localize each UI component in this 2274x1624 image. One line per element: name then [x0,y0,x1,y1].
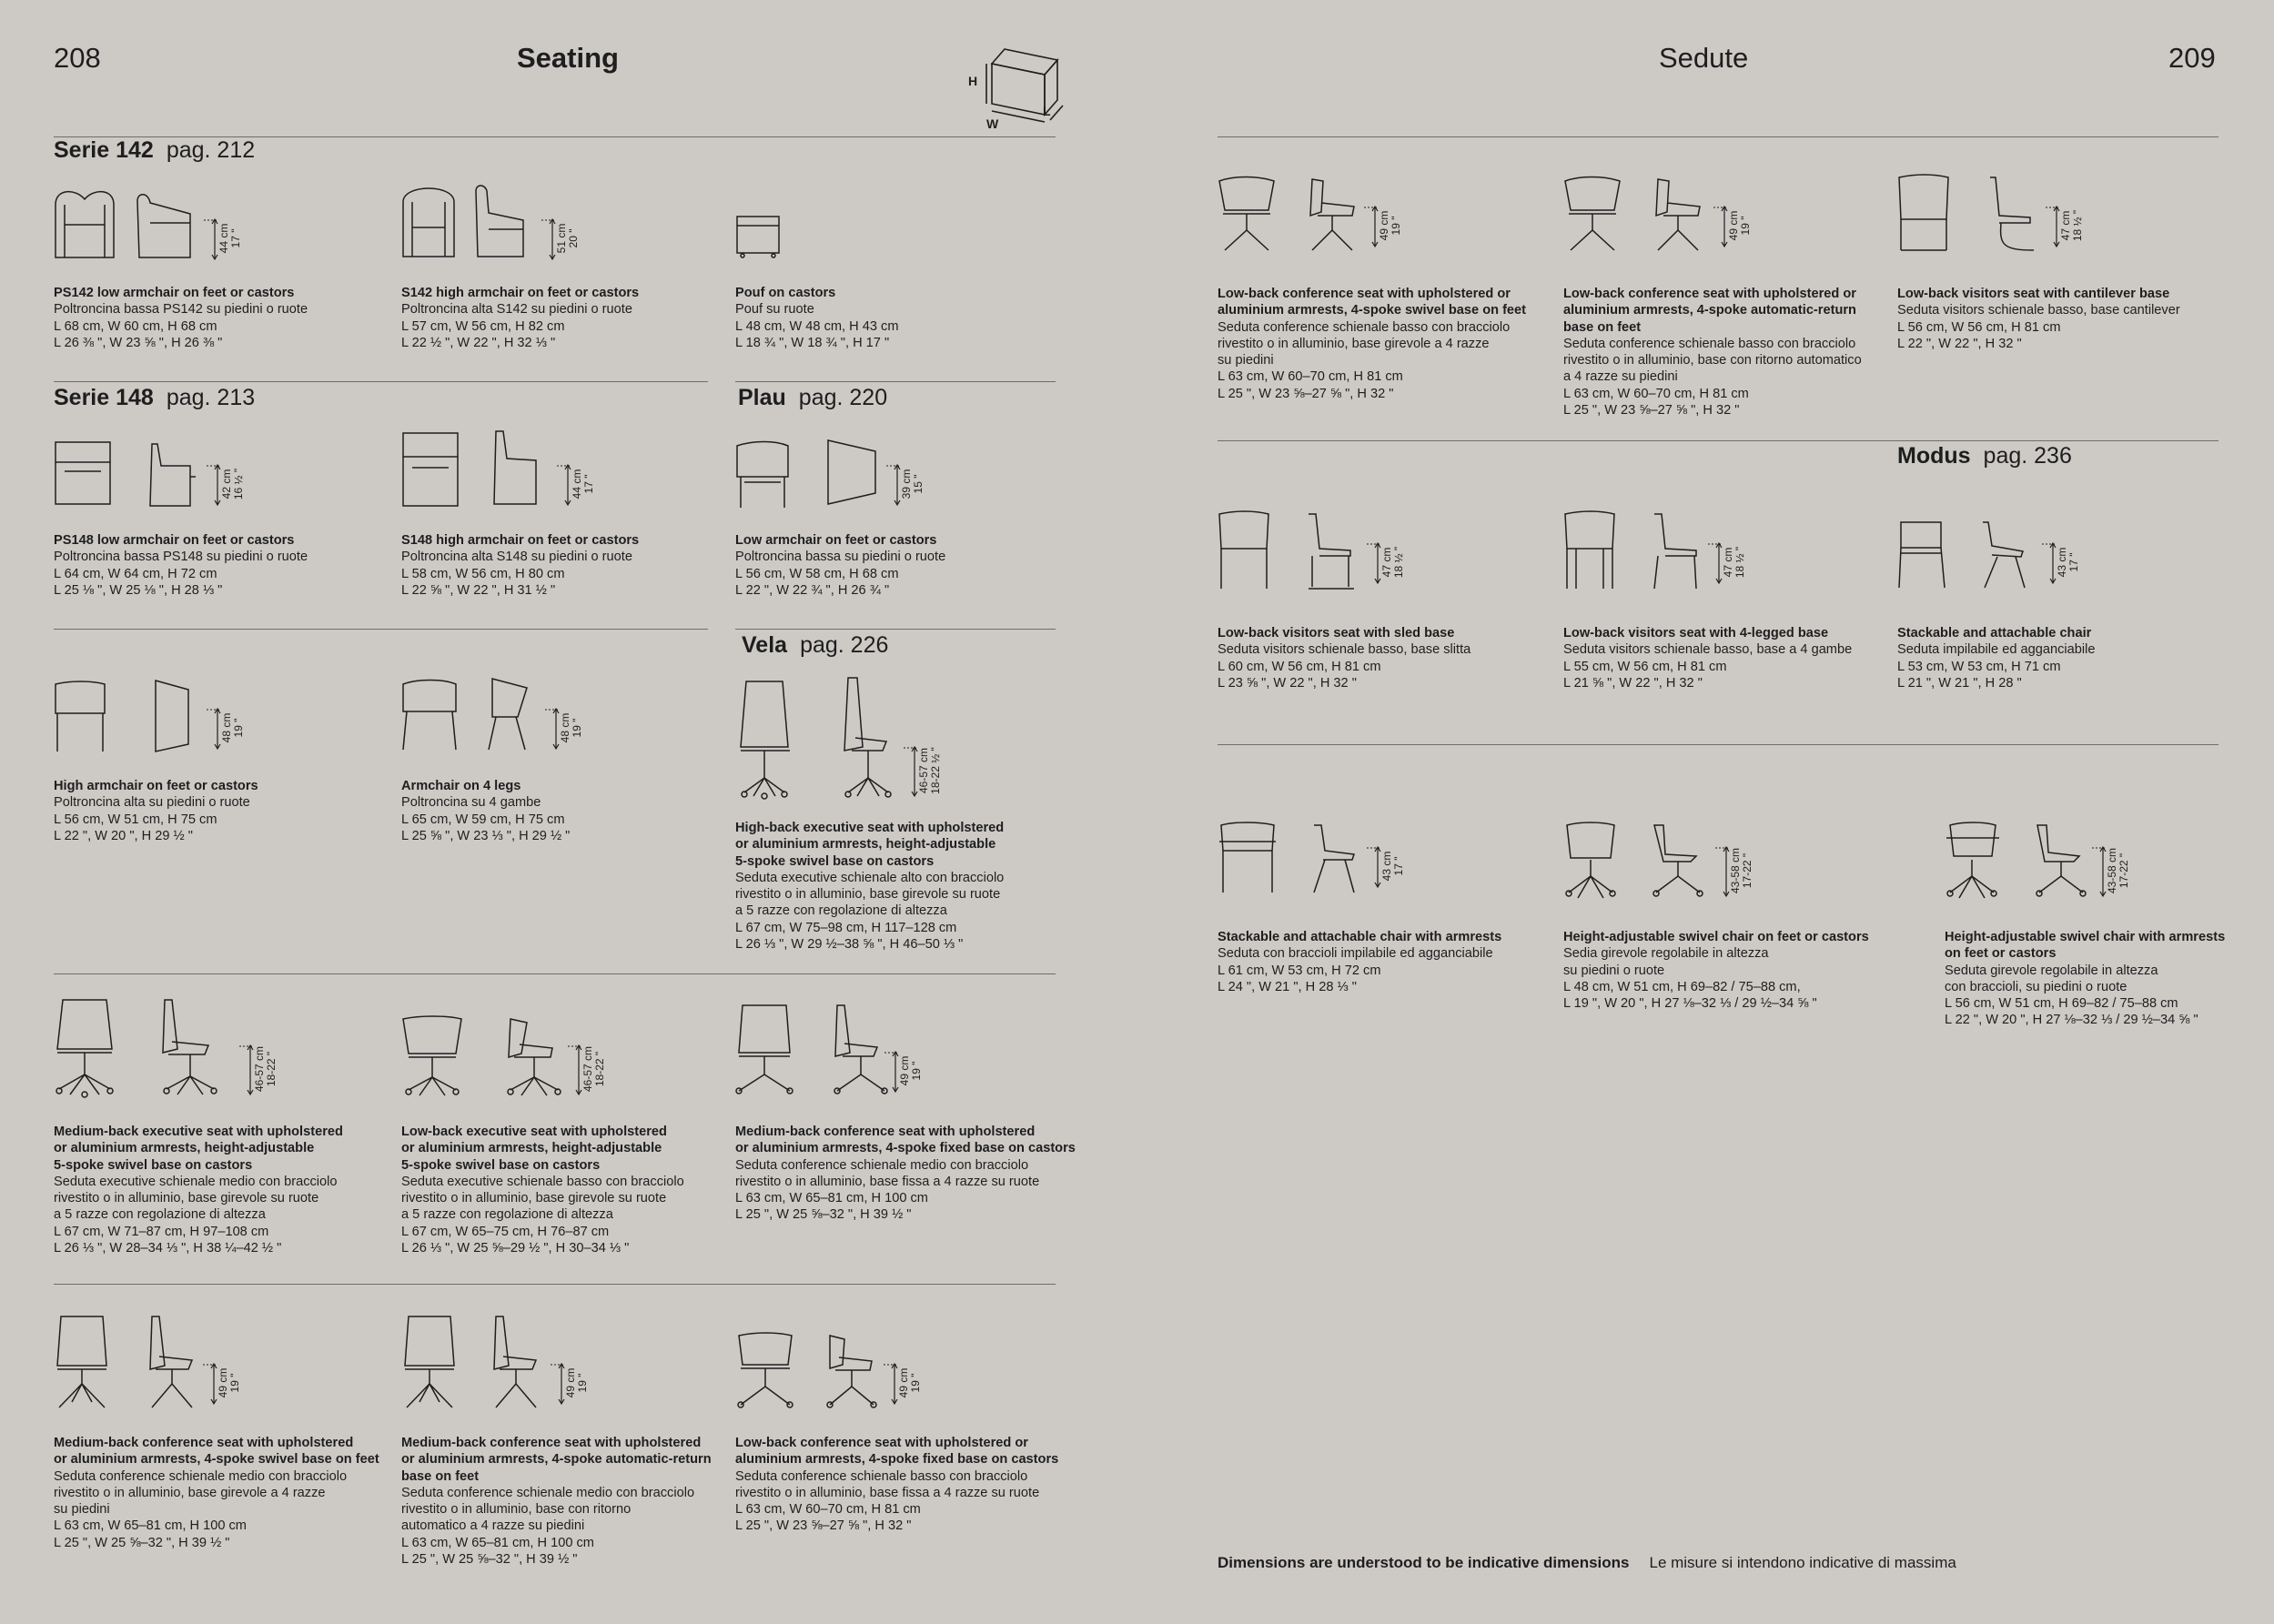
seat-height-marker [2053,206,2086,253]
product-detail-line: L 56 cm, W 51 cm, H 69–82 / 75–88 cm [1945,996,2178,1012]
product-detail-line: a 5 razze con regolazione di altezza [54,1207,266,1223]
product-detail-line: L 21 ⅝ ", W 22 ", H 32 " [1563,675,1703,691]
product-detail-line: rivestito o in alluminio, base girevole a 4 razze [54,1485,326,1500]
product-description [735,532,945,599]
seat-height-marker [558,1363,591,1410]
product-detail-line: Seduta visitors schienale basso, base a 4 gambe [1563,642,1853,658]
product-description [1563,929,1869,1012]
dimension-label: 17 " [2067,552,2080,572]
dimension-label: 49 cm [1727,210,1740,241]
product-title: Medium-back conference seat with upholstered or aluminium armrests, 4-spoke swivel base on feet [54,1436,379,1468]
product-detail-line: L 58 cm, W 56 cm, H 80 cm [401,566,565,581]
chair-illustration [54,998,272,1098]
product-title: High armchair on feet or castors [54,779,258,793]
product-detail-line: L 22 ½ ", W 22 ", H 32 ⅓ " [401,335,556,350]
product-detail-line: a 5 razze con regolazione di altezza [735,903,947,919]
section-heading-serie-142: Serie 142 pag. 212 [54,137,256,163]
footer-note-bold: Dimensions are understood to be indicative dimensions [1218,1554,1630,1571]
dimension-label: 44 cm [571,469,583,499]
chair-illustration [1897,520,2116,593]
product-title: PS148 low armchair on feet or castors [54,533,295,548]
dimension-label: 49 cm [898,1055,911,1086]
seat-height-marker [1723,846,1755,903]
product-detail-line: rivestito o in alluminio, base fissa a 4 razze su ruote [735,1485,1040,1500]
dimension-label: 17-22 " [2117,852,2130,889]
product-detail-line: L 25 ⅛ ", W 25 ⅛ ", H 28 ⅓ " [54,582,223,598]
dimension-label: 46-57 cm [253,1045,266,1093]
product-detail-line: L 24 ", W 21 ", H 28 ⅓ " [1218,979,1357,994]
product-detail-line: Seduta visitors schienale basso, base slitta [1218,642,1471,658]
dimension-label: 18-22 ½ " [929,747,942,794]
product-detail-line: Seduta conference schienale basso con bracciolo [735,1468,1028,1484]
product-detail-line: Seduta conference schienale medio con bracciolo [54,1468,348,1484]
product-detail-line: L 21 ", W 21 ", H 28 " [1897,675,2022,691]
product-detail-line: Seduta executive schienale medio con bracciolo [54,1174,338,1189]
product-description [1563,625,1852,691]
chair-illustration [735,440,872,513]
product-title: PS142 low armchair on feet or castors [54,286,295,300]
product-description [401,778,570,844]
dimension-label: 42 cm [220,469,233,499]
product-detail-line: L 26 ⅜ ", W 23 ⅝ ", H 26 ⅜ " [54,335,223,350]
product-detail-line: L 56 cm, W 58 cm, H 68 cm [735,566,899,581]
seat-height-marker [247,1044,279,1101]
product-detail-line: L 25 ", W 23 ⅝–27 ⅝ ", H 32 " [735,1518,912,1534]
dimension-label: 47 cm [2059,210,2072,241]
divider [735,629,1056,630]
dimension-label: 43 cm [1380,851,1393,882]
dimension-label: 49 cm [897,1367,910,1398]
divider [735,381,1056,382]
dimension-label: 49 cm [1378,210,1390,241]
product-detail-line: L 18 ¾ ", W 18 ¾ ", H 17 " [735,335,890,350]
width-axis-label: W [986,116,999,131]
section-heading-vela: Vela pag. 226 [742,632,889,658]
dimension-label: 46-57 cm [917,747,930,794]
product-description [1897,286,2180,352]
product-title: Low-back visitors seat with 4-legged base [1563,626,1829,641]
product-description [1945,929,2225,1029]
seat-height-marker [894,464,926,511]
seat-height-marker [892,1051,925,1098]
left-page-title: Seating [517,42,619,74]
product-detail-line: Poltroncina alta S142 su piedini o ruote [401,302,632,318]
product-detail-line: L 56 cm, W 56 cm, H 81 cm [1897,319,2061,335]
product-detail-line: L 25 ⅝ ", W 23 ⅓ ", H 29 ½ " [401,828,571,843]
dimension-label: 19 " [1739,216,1752,236]
product-description [54,1124,343,1256]
dimension-label: 49 cm [564,1367,577,1398]
product-detail-line: L 25 ", W 25 ⅝–32 ", H 39 ½ " [54,1535,230,1550]
product-title: Low-back executive seat with upholstered or aluminium armrests, height-adjustable 5-spoke swivel base on castors [401,1125,667,1173]
product-detail-line: L 64 cm, W 64 cm, H 72 cm [54,566,217,581]
product-detail-line: Seduta con braccioli impilabile ed agganciabile [1218,946,1493,962]
seat-height-marker [2049,542,2082,590]
product-detail-line: L 63 cm, W 60–70 cm, H 81 cm [1563,386,1749,401]
product-detail-line: Seduta conference schienale basso con bracciolo [1563,336,1856,351]
dimension-label: 19 " [1390,216,1402,236]
chair-illustration [401,679,538,751]
product-title: Pouf on castors [735,286,836,300]
dimension-label: 17 " [229,228,242,248]
dimension-label: 18 ½ " [1392,546,1405,579]
product-title: Armchair on 4 legs [401,779,521,793]
pouf-illustration [735,215,781,258]
product-detail-line: Poltroncina alta su piedini o ruote [54,795,250,811]
product-detail-line: su piedini [54,1502,110,1518]
product-detail-line: L 61 cm, W 53 cm, H 72 cm [1218,963,1381,978]
divider [54,973,1056,974]
dimension-label: 51 cm [555,223,568,254]
product-title: Low-back conference seat with upholstered or aluminium armrests, 4-spoke fixed base on castors [735,1436,1059,1468]
product-detail-line: Seduta executive schienale basso con bracciolo [401,1174,684,1189]
product-description [735,820,1004,953]
product-detail-line: Sedia girevole regolabile in altezza [1563,946,1769,962]
dimension-label: 19 " [909,1373,922,1393]
product-title: Height-adjustable swivel chair on feet or castors [1563,930,1869,944]
product-detail-line: a 5 razze con regolazione di altezza [401,1207,613,1223]
product-detail-line: Poltroncina bassa su piedini o ruote [735,550,946,565]
product-detail-line: L 57 cm, W 56 cm, H 82 cm [401,318,565,334]
divider [1218,440,2218,441]
divider [54,381,708,382]
product-description [1218,929,1501,995]
dimension-label: 43-58 cm [2106,847,2118,894]
dimension-label: 43 cm [2056,547,2068,578]
product-detail-line: L 26 ⅓ ", W 29 ½–38 ⅝ ", H 46–50 ⅓ " [735,937,964,953]
seat-height-marker [911,746,944,802]
dimension-label: 19 " [228,1373,241,1393]
product-description [735,1435,1058,1535]
dimension-label: 48 cm [220,712,233,743]
product-detail-line: Seduta executive schienale alto con bracciolo [735,870,1005,885]
product-detail-line: L 22 ", W 20 ", H 29 ½ " [54,828,193,843]
seat-height-marker [214,464,247,511]
product-detail-line: Poltroncina bassa PS148 su piedini o ruote [54,550,308,565]
product-detail-line: L 26 ⅓ ", W 25 ⅝–29 ½ ", H 30–34 ⅓ " [401,1241,630,1256]
seat-height-marker [1374,542,1407,590]
dimension-label: 48 cm [559,712,571,743]
product-title: Stackable and attachable chair with armrests [1218,930,1502,944]
product-detail-line: L 19 ", W 20 ", H 27 ⅛–32 ⅓ / 29 ½–34 ⅝ " [1563,996,1817,1012]
right-page-number: 209 [2168,42,2216,74]
product-title: Low-back conference seat with upholstered or aluminium armrests, 4-spoke automatic-return base on feet [1563,287,1856,335]
seat-height-marker [552,708,585,755]
product-detail-line: rivestito o in alluminio, base con ritorno automatico [1563,353,1862,368]
product-detail-line: L 22 ", W 22 ¾ ", H 26 ¾ " [735,582,890,598]
product-detail-line: L 22 ", W 20 ", H 27 ⅛–32 ⅓ / 29 ½–34 ⅝ " [1945,1013,2198,1028]
product-description [54,1435,379,1551]
product-detail-line: L 25 ", W 25 ⅝–32 ", H 39 ½ " [735,1207,912,1223]
product-title: Stackable and attachable chair [1897,626,2092,641]
product-detail-line: rivestito o in alluminio, base girevole su ruote [735,887,1001,903]
footer-note [1218,1554,1956,1572]
product-detail-line: Poltroncina su 4 gambe [401,795,541,811]
product-detail-line: su piedini o ruote [1563,963,1665,978]
dimension-label: 20 " [567,228,580,248]
footer-note-italian: Le misure si intendono indicative di massima [1649,1554,1956,1571]
dimension-label: 18 ½ " [1733,546,1746,579]
dimension-label: 15 " [912,474,925,494]
right-page-title: Sedute [1659,42,1749,74]
dimension-label: 18-22 " [265,1051,278,1087]
divider [1218,136,2218,137]
product-detail-line: L 63 cm, W 65–81 cm, H 100 cm [401,1535,594,1550]
chair-illustration [1563,512,1782,594]
product-detail-line: Poltroncina alta S148 su piedini o ruote [401,550,632,565]
seat-height-marker [1371,206,1404,253]
product-description [401,1435,712,1568]
dimension-label: 18-22 " [593,1051,606,1087]
product-detail-line: Seduta conference schienale basso con bracciolo [1218,319,1511,335]
product-description [735,285,899,351]
seat-height-marker [891,1363,924,1410]
seat-height-marker [210,1363,243,1410]
divider [54,1284,1056,1285]
seat-height-marker [575,1044,608,1101]
product-detail-line: Seduta visitors schienale basso, base cantilever [1897,303,2180,318]
product-description [1563,286,1862,419]
length-axis-label: L [1043,104,1051,118]
product-detail-line: L 26 ⅓ ", W 28–34 ⅓ ", H 38 ¼–42 ½ " [54,1241,282,1256]
height-axis-label: H [968,74,978,88]
product-detail-line: Pouf su ruote [735,302,814,318]
product-detail-line: con braccioli, su piedini o ruote [1945,979,2127,994]
product-detail-line: L 25 ", W 25 ⅝–32 ", H 39 ½ " [401,1552,578,1568]
product-detail-line: L 68 cm, W 60 cm, H 68 cm [54,318,217,334]
product-detail-line: rivestito o in alluminio, base girevole su ruote [54,1191,319,1206]
dimension-label: 18 ½ " [2071,209,2084,242]
product-detail-line: rivestito o in alluminio, base girevole su ruote [401,1191,667,1206]
product-detail-line: L 23 ⅝ ", W 22 ", H 32 " [1218,675,1357,691]
product-detail-line: L 67 cm, W 65–75 cm, H 76–87 cm [401,1224,610,1239]
seat-height-marker [2099,846,2132,903]
product-detail-line: L 63 cm, W 60–70 cm, H 81 cm [735,1502,921,1518]
product-title: Low-back visitors seat with cantilever base [1897,287,2170,301]
product-description [401,532,639,599]
seat-height-marker [564,464,597,511]
dimension-label: 43-58 cm [1729,847,1742,894]
product-detail-line: L 65 cm, W 59 cm, H 75 cm [401,812,565,827]
product-title: Height-adjustable swivel chair with armrests on feet or castors [1945,930,2226,962]
product-description [1218,625,1471,691]
chair-illustration [401,429,538,511]
seat-height-marker [1374,846,1407,893]
dimension-label: 19 " [232,718,245,738]
dimension-label: 46-57 cm [581,1045,594,1093]
dimension-label: 17 " [1392,856,1405,876]
dimension-label: 17 " [582,474,595,494]
product-title: Low armchair on feet or castors [735,533,937,548]
dimension-label: 19 " [571,718,583,738]
product-detail-line: automatico a 4 razze su piedini [401,1518,585,1534]
product-detail-line: L 25 ", W 23 ⅝–27 ⅝ ", H 32 " [1218,386,1394,401]
product-detail-line: L 56 cm, W 51 cm, H 75 cm [54,812,217,827]
product-title: S142 high armchair on feet or castors [401,286,640,300]
chair-illustration [401,182,538,259]
section-heading-modus: Modus pag. 236 [1897,443,2072,469]
product-description [401,1124,684,1256]
product-detail-line: L 48 cm, W 51 cm, H 69–82 / 75–88 cm, [1563,979,1801,994]
product-description [54,778,258,844]
product-detail-line: L 63 cm, W 65–81 cm, H 100 cm [54,1518,247,1534]
chair-illustration [735,678,917,801]
product-title: S148 high armchair on feet or castors [401,533,640,548]
left-page-number: 208 [54,42,101,74]
dimension-label: 47 cm [1380,547,1393,578]
product-detail-line: rivestito o in alluminio, base con ritorno [401,1502,632,1518]
product-detail-line: Seduta impilabile ed agganciabile [1897,642,2096,658]
seat-height-marker [1721,206,1754,253]
seat-height-marker [1715,542,1748,590]
divider [54,629,708,630]
dimension-cube-icon [965,44,1065,131]
product-title: High-back executive seat with upholstered or aluminium armrests, height-adjustable 5-spoke swivel base on castors [735,821,1005,869]
product-detail-line: L 60 cm, W 56 cm, H 81 cm [1218,659,1381,674]
product-detail-line: Seduta conference schienale medio con bracciolo [735,1157,1029,1173]
dimension-label: 49 cm [217,1367,229,1398]
dimension-label: 16 ½ " [232,468,245,500]
product-detail-line: L 48 cm, W 48 cm, H 43 cm [735,318,899,334]
product-detail-line: L 25 ", W 23 ⅝–27 ⅝ ", H 32 " [1563,403,1740,419]
product-title: Low-back conference seat with upholstered or aluminium armrests, 4-spoke swivel base on feet [1218,287,1527,318]
product-detail-line: rivestito o in alluminio, base fissa a 4 razze su ruote [735,1174,1040,1189]
dimension-label: 17-22 " [1741,852,1754,889]
product-description [401,285,639,351]
seat-height-marker [214,708,247,755]
product-title: Medium-back conference seat with upholstered or aluminium armrests, 4-spoke automatic-return base on feet [401,1436,712,1484]
product-detail-line: Poltroncina bassa PS142 su piedini o ruote [54,302,308,318]
product-description [1218,286,1526,402]
product-detail-line: su piedini [1218,353,1274,368]
product-description [54,285,308,351]
product-detail-line: rivestito o in alluminio, base girevole a 4 razze [1218,336,1490,351]
dimension-label: 47 cm [1722,547,1734,578]
product-detail-line: a 4 razze su piedini [1563,369,1678,385]
product-detail-line: L 67 cm, W 75–98 cm, H 117–128 cm [735,920,957,935]
product-detail-line: L 53 cm, W 53 cm, H 71 cm [1897,659,2061,674]
section-heading-plau: Plau pag. 220 [738,385,888,410]
product-detail-line: L 63 cm, W 60–70 cm, H 81 cm [1218,369,1403,385]
dimension-label: 19 " [910,1061,923,1081]
product-description [54,532,308,599]
product-detail-line: L 67 cm, W 71–87 cm, H 97–108 cm [54,1224,269,1239]
dimension-label: 39 cm [900,469,913,499]
product-detail-line: Seduta girevole regolabile in altezza [1945,963,2158,978]
dimension-label: 19 " [576,1373,589,1393]
product-description [735,1124,1076,1224]
section-heading-serie-148: Serie 148 pag. 213 [54,385,256,410]
divider [1218,744,2218,745]
product-detail-line: Seduta conference schienale medio con bracciolo [401,1485,695,1500]
product-detail-line: L 63 cm, W 65–81 cm, H 100 cm [735,1191,928,1206]
seat-height-marker [211,218,244,266]
product-description [1897,625,2095,691]
dimension-label: 44 cm [217,223,230,254]
product-title: Low-back visitors seat with sled base [1218,626,1455,641]
product-detail-line: L 22 ", W 22 ", H 32 " [1897,336,2022,351]
product-detail-line: L 55 cm, W 56 cm, H 81 cm [1563,659,1727,674]
product-title: Medium-back conference seat with upholstered or aluminium armrests, 4-spoke fixed base on castors [735,1125,1076,1156]
seat-height-marker [549,218,581,266]
product-title: Medium-back executive seat with upholstered or aluminium armrests, height-adjustable 5-spoke swivel base on castors [54,1125,343,1173]
product-detail-line: L 22 ⅝ ", W 22 ", H 31 ½ " [401,582,556,598]
